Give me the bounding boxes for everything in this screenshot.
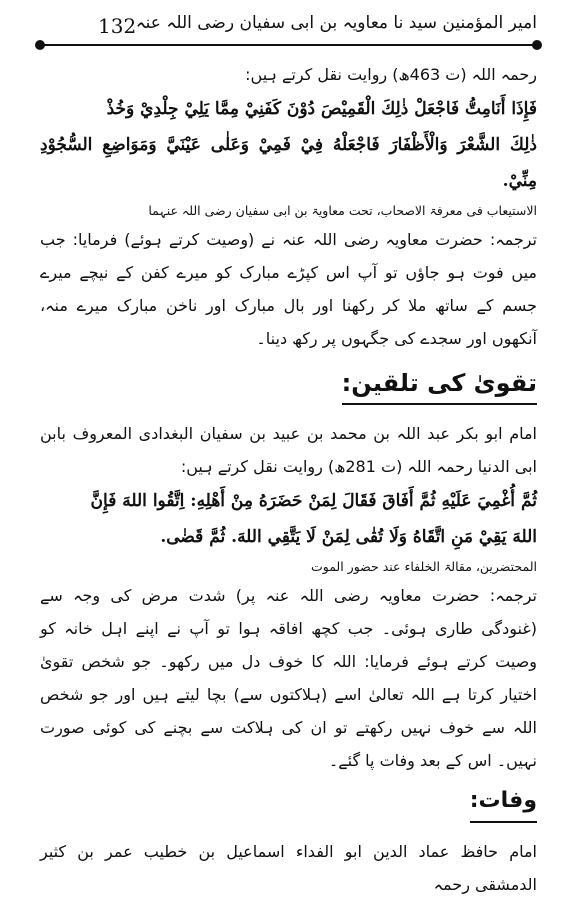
header-rule bbox=[40, 44, 537, 46]
narration-intro: رحمہ اللہ (ت 463ھ) روایت نقل کرتے ہیں: bbox=[245, 65, 537, 84]
translation-paragraph: ترجمہ: حضرت معاویہ رضی اللہ عنہ پر) شدت مرض کی وجہ سے (غنودگی طاری ہوئی۔ جب کچھ افاقہ ہوا تو آپ نے اپنے اہل خانہ کو وصیت کرتے ہوئے فرمایا: اللہ کا خوف دل میں رکھو۔ جو شخص تقویٰ اختیار کرتا ہے اللہ تعالیٰ اسے (ہلاکتوں سے) بچا لیتے ہیں اور جو شخص اللہ سے خوف نہیں رکھتے تو ان کی ہلاکت سے بچنے کی کوئی صورت نہیں۔ اس کے بعد وفات پا گئے۔ bbox=[40, 586, 537, 770]
translation-paragraph: ترجمہ: حضرت معاویہ رضی اللہ عنہ نے (وصیت کرتے ہوئے) فرمایا: جب میں فوت ہو جاؤں تو آپ اس کپڑے مبارک کو میرے کفن کے نیچے میرے جسم کے ساتھ ملا کر رکھنا اور بال مبارک اور ناخن مبارک میرے منہ، آنکھوں اور سجدے کی جگہوں پر رکھ دینا۔ bbox=[40, 230, 537, 348]
arabic-text-line: اللهَ يَقِيْ مَنِ اتَّقَاهُ وَلَا تُقٰى لِمَنْ لَا يَتَّقِي اللهَ. ثُمَّ قَضٰى. bbox=[160, 527, 537, 547]
arabic-text-line: فَإِذَا أَنَامِتُّ فَاجْعَلْ ذٰلِكَ الْقَمِيْصَ دُوْنَ كَفَنِيْ مِمَّا يَلِيْ جِلْدِيْ وَخُذْ bbox=[106, 99, 537, 119]
page-header bbox=[40, 10, 537, 48]
page-content bbox=[40, 58, 537, 901]
source-reference: المحتضرین، مقالۃ الخلفاء عند حضور الموت bbox=[310, 559, 537, 574]
section-heading: وفات: bbox=[470, 781, 537, 823]
source-reference: الاستیعاب فی معرفۃ الاصحاب، تحت معاویۃ بن ابی سفیان رضی اللہ عنہما bbox=[148, 203, 537, 218]
narration-intro: امام حافظ عماد الدین ابو الفداء اسماعیل بن خطیب عمر بن کثیر الدمشقی رحمہ bbox=[40, 842, 537, 894]
arabic-text-line: ثُمَّ أُغْمِيَ عَلَيْهِ ثُمَّ أَفَاقَ فَقَالَ لِمَنْ حَضَرَهُ مِنْ أَهْلِهِ: اِتَّقُوا اللهَ فَإِنَّ bbox=[90, 491, 537, 511]
page-number: 132 bbox=[98, 14, 137, 38]
section-heading: تقویٰ کی تلقین: bbox=[342, 363, 537, 405]
arabic-text-line: ذٰلِكَ الشَّعْرَ وَالْأَظْفَارَ فَاجْعَلْهُ فِيْ فَمِيْ وَعَلٰى عَيْنَيَّ وَمَوَاضِعِ السُّجُوْدِ مِنِّيْ. bbox=[40, 135, 537, 191]
running-title: امیر المؤمنین سید نا معاویہ بن ابی سفیان رضی اللہ عنہ bbox=[135, 13, 537, 33]
narration-intro: امام ابو بکر عبد اللہ بن محمد بن عبید بن سفیان البغدادی المعروف بابن ابی الدنیا رحمہ اللہ (ت 281ھ) روایت نقل کرتے ہیں: bbox=[40, 424, 537, 476]
